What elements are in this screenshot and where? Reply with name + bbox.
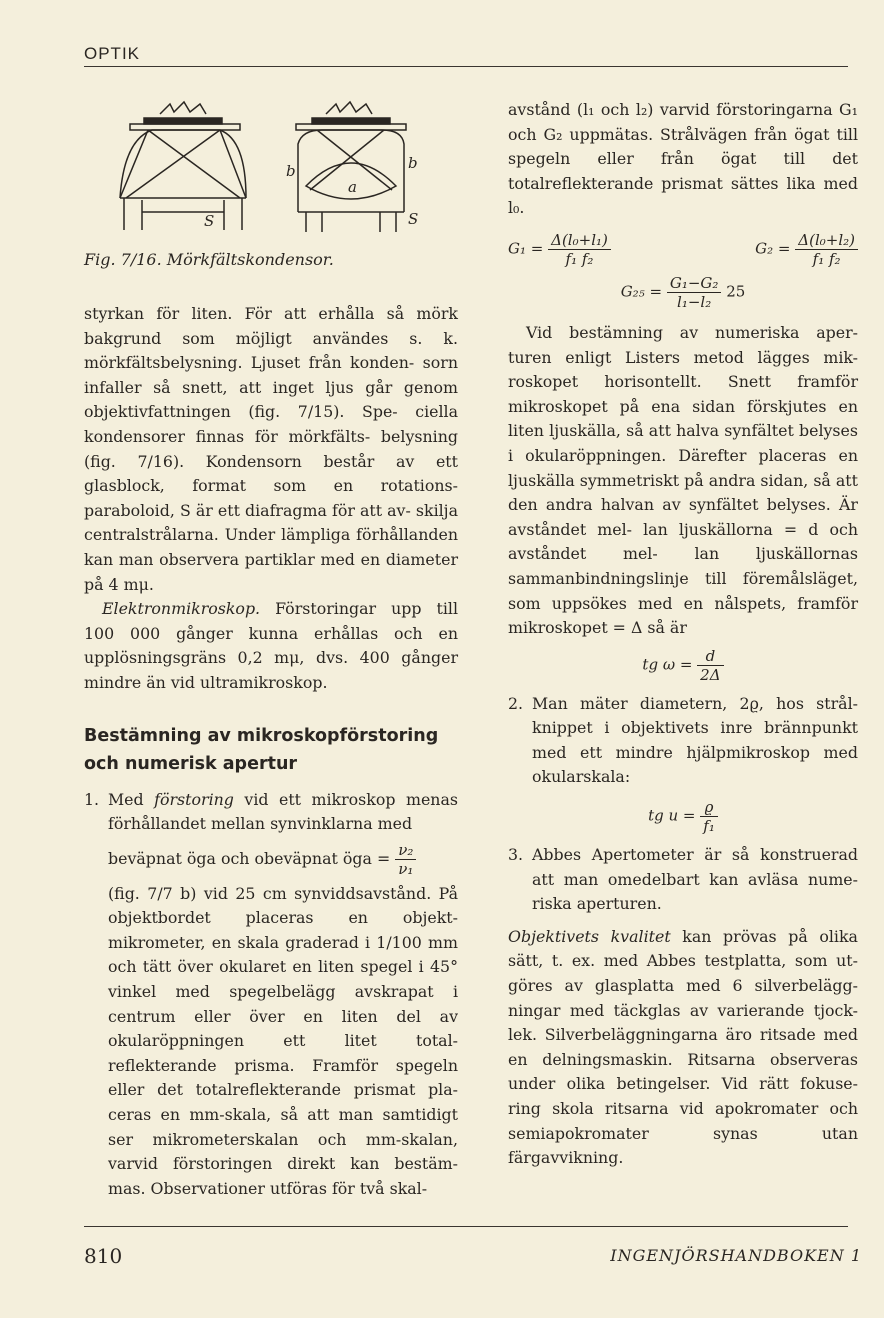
formula-tg-u: tg u = $\frac{ϱ}{\text{f₁}}$ <box>508 798 858 835</box>
paragraph-darkfield: styrkan för liten. För att erhålla så mörk bakgrund som möjligt användes s. k. mörkfältsbelysning. Ljuset från konden- sorn infaller så snett, att inget ljus går genom objektivfattningen (fig. 7/15). Spe- ciella kondensorer finnas för mörkfälts- belysning (fig. 7/16). Kondensorn består av ett glasblock, format som en rotations- paraboloid, S är ett diafragma för att av- skilja centralstrålarna. Under lämpliga förhållanden kan man observera partiklar med en diameter på 4 mμ. <box>84 304 458 594</box>
item2-body: Man mäter diametern, 2ϱ, hos strål- knippet i objektivets inre brännpunkt med ett mindre hjälpmikroskop med okularskala: <box>532 693 858 787</box>
bottom-rule <box>84 1226 848 1227</box>
label-b-right: b <box>408 154 418 172</box>
paragraph-distances: avstånd (l₁ och l₂) varvid förstoringarna G₁ och G₂ uppmätas. Strålvägen från ögat till spegeln eller från ögat till det totalreflekterande prismat sättes lika med l₀. <box>508 100 858 218</box>
left-stage-plate <box>130 124 240 130</box>
label-b-left: b <box>286 162 296 180</box>
label-a: a <box>348 178 357 196</box>
formula-g2: G₂ = $\frac{\text{Δ(l₀+l₂)}}{\text{f₁ f₂}}$ <box>755 231 858 268</box>
section-header: OPTIK <box>84 44 141 63</box>
item-number: 2. <box>508 693 524 713</box>
item1-formula: beväpnat öga och obeväpnat öga = $\frac{\text{ν₂}}{\text{ν₁}}$ <box>108 841 458 878</box>
top-rule <box>84 66 848 67</box>
paragraph-electron-microscope <box>84 597 458 695</box>
condenser-figure <box>112 100 422 240</box>
item3-body: Abbes Apertometer är så konstruerad att man omedelbart kan avläsa nume- riska aperturen. <box>532 845 858 914</box>
right-stage-plate <box>296 124 406 130</box>
formula-g1: G₁ = $\frac{\text{Δ(l₀+l₁)}}{\text{f₁ f₂}}$ <box>508 231 611 268</box>
left-column <box>84 302 458 1201</box>
term-forstoring: förstoring <box>154 789 234 809</box>
label-s-right: S <box>408 210 419 228</box>
item-number: 1. <box>84 789 100 809</box>
label-s-left: S <box>204 212 215 230</box>
item-number: 3. <box>508 845 524 865</box>
section-heading: Bestämning av mikroskopförstoring och numerisk apertur <box>84 725 439 774</box>
right-column <box>508 98 858 1171</box>
electron-microscope-text: Förstoringar upp till 100 000 gånger kunna erhållas och en upplösningsgräns 0,2 mμ, dvs. 400 gånger mindre än vid ultramikroskop. <box>84 599 458 692</box>
item1-intro: Med förstoring vid ett mikroskop menas förhållandet mellan synvinklarna med <box>108 789 458 834</box>
list-item-1 <box>84 788 458 1202</box>
formula-row-g <box>508 231 858 268</box>
page-number: 810 <box>84 1244 123 1268</box>
item1-body: (fig. 7/7 b) vid 25 cm synviddsavstånd. På objektbordet placeras en objekt- mikrometer, en skala graderad i 1/100 mm och tätt över okularet en liten spegel i 45° vinkel med spegelbelägg avskrapat i centrum eller över en liten del av okularöppningen ett litet total- reflekterande prisma. Framför spegeln eller det totalreflekterande prismat pla- ceras en mm-skala, så att man samtidigt ser mikrometerskalan och mm-skalan, varvid förstoringen direkt kan bestäm- mas. Observationer utföras för två skal- <box>108 883 458 1198</box>
objective-quality-lead: Objektivets kvalitet <box>508 926 671 946</box>
book-title: INGENJÖRSHANDBOKEN 1 <box>610 1246 862 1265</box>
formula-tg-omega: tg ω = $\frac{d}{2\Delta}$ <box>508 647 858 684</box>
paragraph-listers-method: Vid bestämning av numeriska aper- turen enligt Listers metod lägges mik- roskopet horisontellt. Snett framför mikroskopet på ena sidan förskjutes en liten ljuskälla, så att halva synfältet belyses i okularöppningen. Därefter placeras en ljuskälla symmetriskt på andra sidan, så att den andra halvan av synfältet belyses. Är avståndet mel- lan ljuskällorna = d och avståndet mel- lan ljuskällornas sammanbindningslinje till föremålsläget, som uppsökes med en nålspets, framför mikroskopet = Δ så är <box>508 322 858 638</box>
formula-g25: G₂₅ = $\frac{\text{G₁−G₂}}{\text{l₁−l₂}}$ 25 <box>620 273 746 311</box>
list-item-3 <box>508 843 858 917</box>
paragraph-objective-quality: Objektivets kvalitet kan prövas på olika sätt, t. ex. med Abbes testplatta, som ut- göres av glasplatta med 6 silverbelägg- ningar med täckglas av varierande tjock- lek. Silverbeläggningarna äro ritsade med en delningsmaskin. Ritsarna observeras under olika betingelser. Vid rätt fokuse- ring skola ritsarna vid apokromater och semiapokromater synas utan färgavvikning. <box>508 926 858 1168</box>
angle-ratio: $\frac{\text{ν₂}}{\text{ν₁}}$ <box>395 841 416 878</box>
electron-microscope-lead: Elektronmikroskop. <box>102 599 261 619</box>
list-item-2 <box>508 692 858 790</box>
figure-caption: Fig. 7/16. Mörkfältskondensor. <box>84 250 334 269</box>
